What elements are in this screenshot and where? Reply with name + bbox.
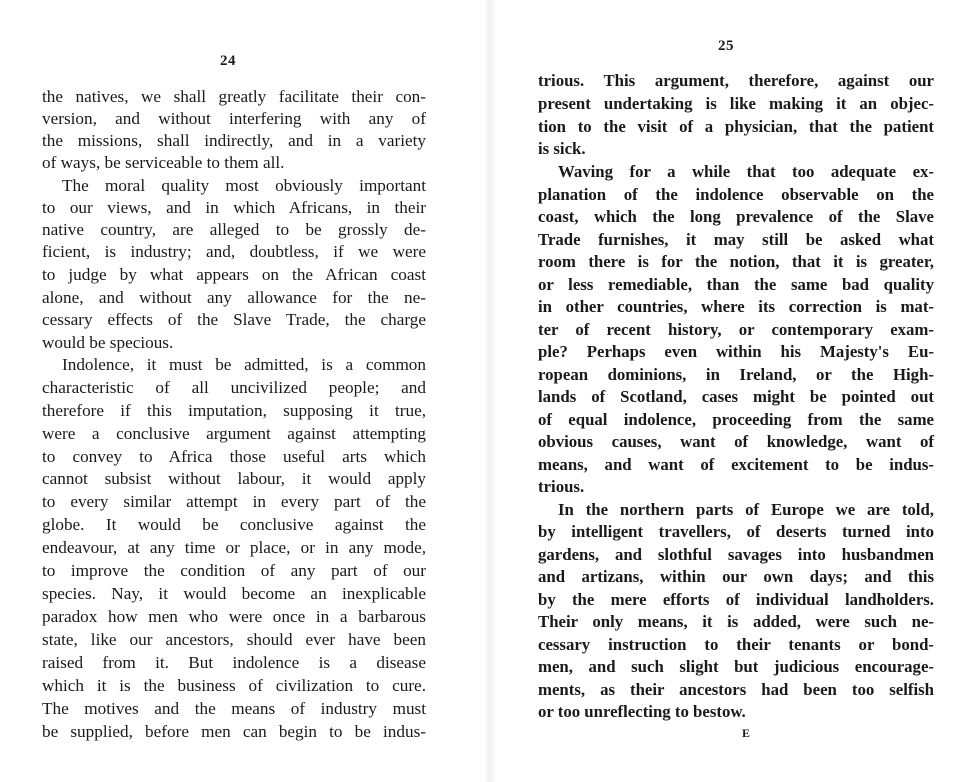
text-line: ter of recent history, or contemporary exam- [538,320,934,339]
text-line: obvious causes, want of knowledge, want of [538,432,934,451]
text-line: lands of Scotland, cases might be pointed out [538,387,934,406]
text-line: be supplied, before men can begin to be indus- [42,722,426,741]
text-line: state, like our ancestors, should ever have been [42,630,426,649]
text-line: alone, and without any allowance for the ne- [42,288,426,307]
text-line: the missions, shall indirectly, and in a variety [42,131,426,150]
text-line: gardens, and slothful savages into husbandmen [538,545,934,564]
text-line: therefore if this imputation, supposing it true, [42,401,426,420]
text-line: ropean dominions, in Ireland, or the High- [538,365,934,384]
text-line: trious. [538,477,585,496]
text-line: by intelligent travellers, of deserts turned into [538,522,934,541]
text-line: and artizans, within our own days; and this [538,567,934,586]
text-line: of ways, be serviceable to them all. [42,153,285,172]
text-line: The moral quality most obviously important [62,176,426,195]
text-line: ments, as their ancestors had been too selfish [538,680,934,699]
text-line: by the mere efforts of individual landholders. [538,590,934,609]
text-line: coast, which the long prevalence of the Slave [538,207,934,226]
text-line: cessary instruction to their tenants or bond- [538,635,934,654]
text-line: or too unreflecting to bestow. [538,702,746,721]
text-line: characteristic of all uncivilized people; and [42,378,426,397]
text-line: to every similar attempt in every part of the [42,492,426,511]
text-line: would be specious. [42,333,174,352]
text-line: Indolence, it must be admitted, is a common [62,355,426,374]
page-number: 25 [718,38,734,54]
text-line: trious. This argument, therefore, against our [538,71,934,90]
text-line: Their only means, it is added, were such ne- [538,612,934,631]
text-line: of equal indolence, proceeding from the same [538,410,934,429]
text-line: endeavour, at any time or place, or in any mode, [42,538,426,557]
text-line: means, and want of excitement to be indus- [538,455,934,474]
text-line: species. Nay, it would become an inexplicable [42,584,426,603]
text-line: The motives and the means of industry must [42,699,426,718]
text-line: in other countries, where its correction is mat- [538,297,934,316]
text-line: room there is for the notion, that it is greater, [538,252,934,271]
text-line: Waving for a while that too adequate ex- [558,162,934,181]
text-line: raised from it. But indolence is a disease [42,653,426,672]
text-line: globe. It would be conclusive against the [42,515,426,534]
text-line: version, and without interfering with any of [42,109,426,128]
text-line: Trade furnishes, it may still be asked what [538,230,934,249]
text-line: paradox how men who were once in a barbarous [42,607,426,626]
text-line: In the northern parts of Europe we are told, [558,500,934,519]
text-line: to our views, and in which Africans, in their [42,198,426,217]
text-line: planation of the indolence observable on the [538,185,934,204]
text-line: native country, are alleged to be grossly de- [42,220,426,239]
text-line: ple? Perhaps even within his Majesty's Eu- [538,342,934,361]
right-page [490,0,980,782]
text-line: to judge by what appears on the African coast [42,265,426,284]
signature-mark: E [742,726,751,740]
text-line: tion to the visit of a physician, that the patient [538,117,934,136]
text-line: the natives, we shall greatly facilitate their con- [42,87,426,106]
text-line: present undertaking is like making it an objec- [538,94,934,113]
text-line: cannot subsist without labour, it would apply [42,469,426,488]
text-line: is sick. [538,139,586,158]
text-line: cessary effects of the Slave Trade, the charge [42,310,426,329]
text-line: to convey to Africa those useful arts which [42,447,426,466]
text-line: men, and such slight but judicious encourage- [538,657,934,676]
text-line: which it is the business of civilization to cure. [42,676,426,695]
page-number: 24 [220,53,236,69]
text-line: to improve the condition of any part of our [42,561,426,580]
text-line: or less remediable, than the same bad quality [538,275,934,294]
text-line: were a conclusive argument against attempting [42,424,426,443]
text-line: ficient, is industry; and, doubtless, if we were [42,242,426,261]
